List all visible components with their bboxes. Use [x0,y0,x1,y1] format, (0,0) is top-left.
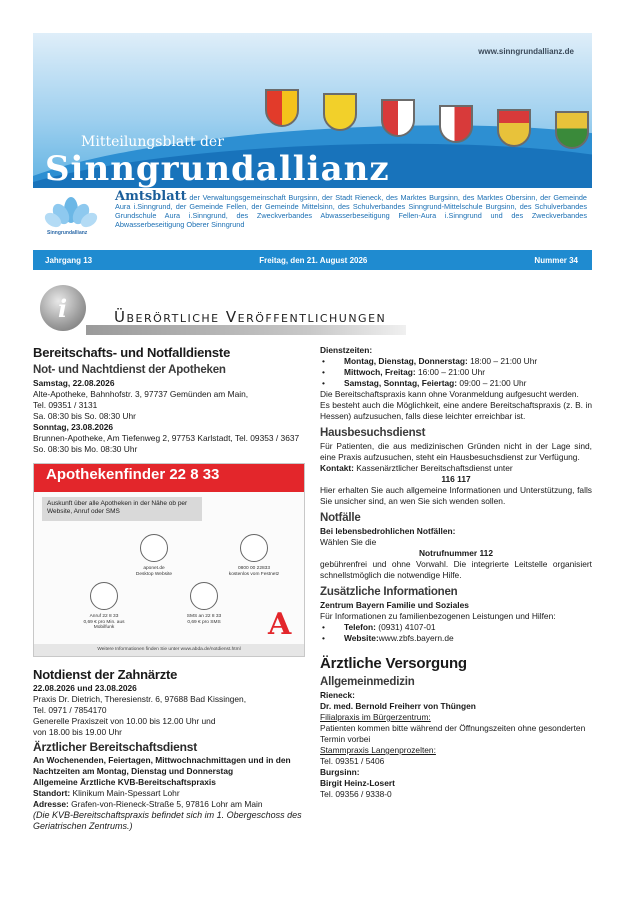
heading-notfaelle: Notfälle [320,512,361,524]
text-bold: Bei lebensbedrohlichen Notfällen: [320,526,456,536]
header-banner [33,33,592,188]
coat-of-arms-icon [265,89,299,127]
heading-zusaetzlich: Zusätzliche Informationen [320,586,458,598]
heading-versorgung: Ärztliche Versorgung [320,655,467,672]
list-item: • Samstag, Sonntag, Feiertag: 09:00 – 21:00 Uhr [320,378,592,389]
text-line: Tel. 09356 / 9338-0 [320,789,392,799]
logo-label: Sinngrundallianz [47,230,88,236]
ad-label: 0800 00 22833 kostenlos vom Festnetz [228,566,280,577]
dienstzeiten-label: Dienstzeiten: [320,345,373,355]
text-line: Brunnen-Apotheke, Am Tiefenweg 2, 97753 Karlstadt, Tel. 09353 / 3637 [33,433,300,443]
sunday-date: Sonntag, 23.08.2026 [33,422,114,432]
text-line: Alte-Apotheke, Bahnhofstr. 3, 97737 Gemünden am Main, [33,389,249,399]
text-bold: Allgemeine Ärztliche KVB-Bereitschaftspraxis [33,777,216,787]
text-line: Tel. 09351 / 5406 [320,756,385,766]
text-line: Tel. 09351 / 3131 [33,400,98,410]
issue-number: Nummer 34 [534,255,578,265]
apothekenfinder-ad[interactable] [33,463,305,657]
list-item: • Montag, Dienstag, Donnerstag: 18:00 – 21:00 Uhr [320,356,592,367]
amtsblatt-label: Amtsblatt [115,189,187,204]
phone-icon [240,534,268,562]
envelope-icon [190,582,218,610]
issue-date: Freitag, den 21. August 2026 [259,255,368,265]
text-bold: An Wochenenden, Feiertagen, Mittwochnachmittagen und in den Nachtzeiten am Montag, Dienstag und Donnerstag [33,755,291,776]
text-line: Praxis Dr. Dietrich, Theresienstr. 6, 97688 Bad Kissingen, [33,694,247,704]
text-bold: Dr. med. Bernold Freiherr von Thüngen [320,701,476,711]
list-item[interactable]: • Website:www.zbfs.bayern.de [320,633,592,644]
coat-of-arms-icon [555,111,589,149]
ad-label: Anruf 22 8 33 0,69 € pro Min. aus Mobilfunk [83,614,125,630]
heading-apotheken: Not- und Nachtdienst der Apotheken [33,364,226,376]
left-column [33,345,305,832]
adresse-line: Adresse: Grafen-von-Rieneck-Straße 5, 97816 Lohr am Main [33,799,263,809]
header-subtitle: Mitteilungsblatt der [81,134,224,150]
text-line: Sa. 08:30 bis So. 08:30 Uhr [33,411,136,421]
italic-note: (Die KVB-Bereitschaftspraxis befindet sich im 1. Obergeschoss des Geriatrischen Zentrums.) [33,810,302,831]
text-paragraph: Patienten kommen bitte während der Öffnungszeiten ohne gesonderten Termin vorbei [320,723,586,744]
heading-allgemeinmedizin: Allgemeinmedizin [320,676,415,688]
coat-of-arms-icon [497,109,531,147]
dienstzeiten-list [320,356,592,389]
text-underline: Stammpraxis Langenprozelten: [320,745,436,755]
amtsblatt-description: der Verwaltungsgemeinschaft Burgsinn, der Stadt Rieneck, des Marktes Burgsinn, des Marktes Obersinn, der Gemeinde Aura i.Sinngrund, der Gemeinde Fellen, der Gemeinde Mittelsinn, des Schulverbandes Sinngrund-Mittelschule Burgsinn, des Schulverbandes Grundschule Aura i.Sinngrund, des Zweckverbandes Abwasserbeseitigung Fellen-Aura i.Sinngrund und des Zweckverbandes Abwasserbeseitigung Oberer Sinngrund [115,193,587,229]
text-line: So. 08:30 bis Mo. 08:30 Uhr [33,444,138,454]
heading-arzt-bereitschaft: Ärztlicher Bereitschaftsdienst [33,740,198,754]
coat-of-arms-icon [381,99,415,137]
text-paragraph: Hier erhalten Sie auch allgemeine Informationen und Unterstützung, falls Sie unsicher sind, an wen Sie sich wenden sollen. [320,485,592,506]
ad-note: Auskunft über alle Apotheken in der Nähe ob per Website, Anruf oder SMS [42,497,202,521]
text-line: Die Bereitschaftspraxis kann ohne Voranmeldung aufgesucht werden. [320,389,579,399]
website-url[interactable]: www.sinngrundallianz.de [478,47,574,56]
kontakt-line: Kontakt: Kassenärztlicher Bereitschaftsdienst unter [320,463,513,473]
list-item: • Mittwoch, Freitag: 16:00 – 21:00 Uhr [320,367,592,378]
apotheke-logo: A [268,607,292,642]
heading-zahnaerzte: Notdienst der Zahnärzte [33,667,178,682]
sinngrundallianz-logo [41,194,101,238]
ad-label: aponet.de Desktop Website [135,566,173,577]
amtsblatt-text [115,189,587,229]
jahrgang: Jahrgang 13 [45,255,93,265]
coat-of-arms-icon [439,105,473,143]
text-line: Tel. 0971 / 7854170 [33,705,107,715]
info-icon: i [40,285,86,331]
laptop-icon [140,534,168,562]
ad-label: SMS an 22 8 33 0,69 € pro SMS [186,614,222,625]
ad-footer: Weitere Informationen finden Sie unter www.abda.de/notdienst.html [34,644,304,656]
text-paragraph: Es besteht auch die Möglichkeit, eine andere Bereitschaftspraxis (z. B. in Hessen) aufzusuchen, falls diese leichter erreichbar ist. [320,400,592,421]
text-paragraph: Für Patienten, die aus medizinischen Gründen nicht in der Lage sind, eine Praxis aufzusuchen, steht ein Hausbesuchsdienst zur Verfügung. [320,441,592,462]
text-line: Generelle Praxiszeit von 10.00 bis 12.00 Uhr und [33,716,216,726]
notruf-number: Notrufnummer 112 [419,548,493,558]
text-line: Wählen Sie die [320,537,377,547]
ad-header: Apothekenfinder 22 8 33 [34,464,304,492]
heading-hausbesuch: Hausbesuchsdienst [320,427,426,439]
text-paragraph: gebührenfrei und ohne Vorwahl. Die integrierte Leitstelle organisiert schnellstmöglich die notwendige Hilfe. [320,559,592,580]
text-bold: Birgit Heinz-Losert [320,778,395,788]
right-column [320,345,592,800]
saturday-date: Samstag, 22.08.2026 [33,378,115,388]
text-bold: Zentrum Bayern Familie und Soziales [320,600,469,610]
coat-of-arms-icon [323,93,357,131]
zahn-date: 22.08.2026 und 23.08.2026 [33,683,137,693]
mobile-icon [90,582,118,610]
phone-116117: 116 117 [441,474,471,484]
standort-line: Standort: Klinikum Main-Spessart Lohr [33,788,180,798]
header-title: Sinngrundallianz [45,149,390,188]
list-item: • Telefon: (0931) 4107-01 [320,622,592,633]
issue-info-bar [33,250,592,270]
section-title: Überörtliche Veröffentlichungen [114,308,387,326]
text-underline: Filialpraxis im Bürgerzentrum: [320,712,431,722]
amtsblatt-band [33,188,592,244]
text-line: von 18.00 bis 19.00 Uhr [33,727,122,737]
section-bar [86,325,406,335]
heading-bereitschaft: Bereitschafts- und Notfalldienste [33,345,231,360]
text-bold: Burgsinn: [320,767,360,777]
text-bold: Rieneck: [320,690,355,700]
contact-list [320,622,592,644]
text-line: Für Informationen zu familienbezogenen Leistungen und Hilfen: [320,611,556,621]
coat-of-arms-row [261,89,591,139]
